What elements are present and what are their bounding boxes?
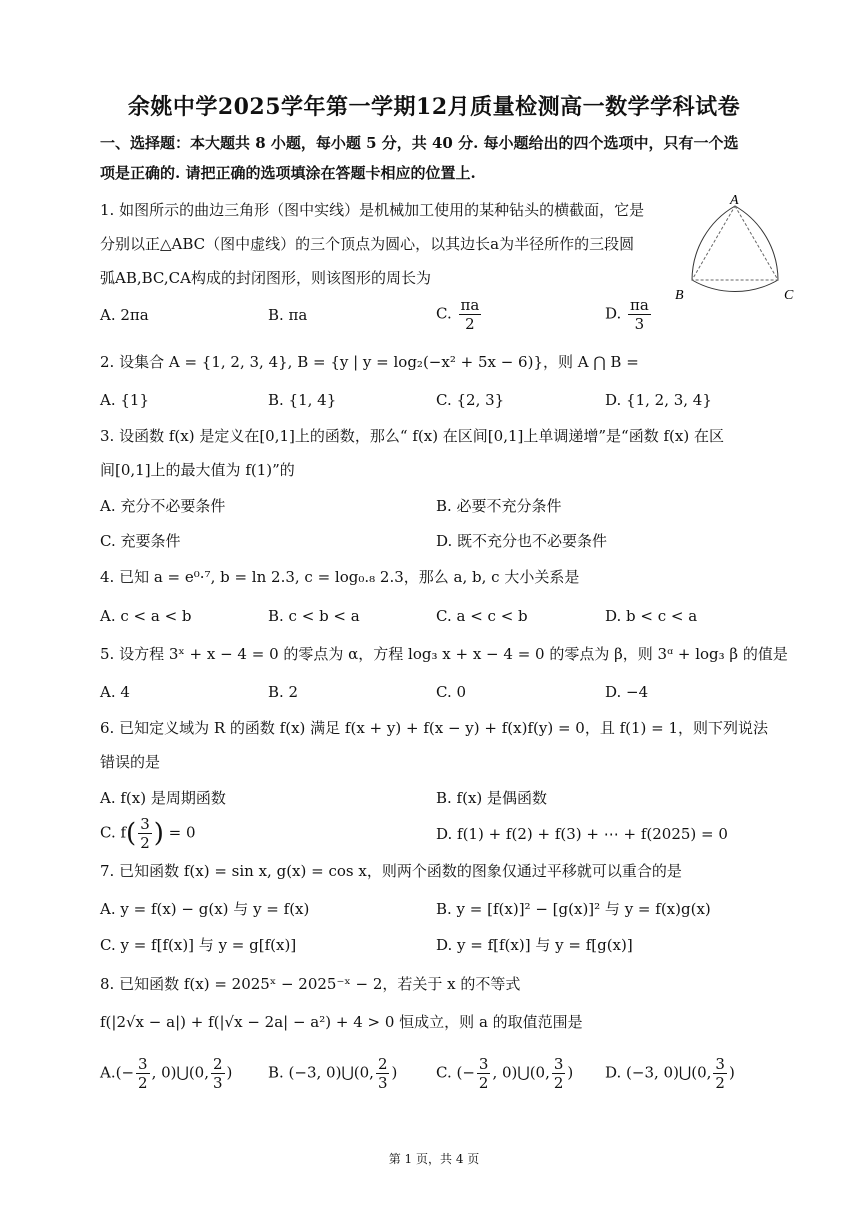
q6-c-pre: C. f (100, 823, 127, 842)
q1-d-num: πa (630, 296, 649, 314)
section-heading-line2: 项是正确的. 请把正确的选项填涂在答题卡相应的位置上. (100, 164, 476, 182)
q8-a-d2: 3 (212, 1074, 223, 1092)
q8-b-frac (376, 1055, 390, 1092)
q3-option-b: B. 必要不充分条件 (436, 497, 562, 515)
q8-a-n1: 3 (138, 1055, 148, 1073)
q6-option-d: D. f(1) + f(2) + f(3) + ⋯ + f(2025) = 0 (436, 825, 728, 843)
q8-c-frac2 (552, 1055, 566, 1092)
q6-option-b: B. f(x) 是偶函数 (436, 789, 548, 807)
q6-c-den: 2 (140, 834, 150, 852)
q6-option-a: A. f(x) 是周期函数 (100, 789, 226, 807)
q4-option-a: A. c < a < b (100, 607, 192, 625)
q1-option-d-fraction (628, 296, 651, 333)
arc-bc (692, 280, 778, 292)
q8-d-d: 2 (715, 1074, 725, 1092)
figure-label-a: A (730, 193, 739, 208)
q8-c-d1: 2 (478, 1074, 489, 1092)
q8-b-pre: B. (−3, 0)⋃(0, (268, 1063, 374, 1082)
q8-d-frac (713, 1055, 727, 1092)
reuleaux-triangle-figure (675, 192, 800, 303)
q1-c-num: πa (460, 296, 480, 314)
q8-a-d1: 2 (138, 1074, 148, 1092)
q1-line3: 弧AB,BC,CA构成的封闭图形，则该图形的周长为 (100, 269, 431, 287)
q1-option-a: A. 2πa (100, 306, 149, 324)
q6-c-lparen: ( (126, 818, 137, 849)
q6-c-num: 3 (140, 815, 150, 833)
q8-a-post: ) (226, 1063, 233, 1082)
q7-option-a: A. y = f(x) − g(x) 与 y = f(x) (100, 900, 310, 918)
q8-c-pre: C. (− (436, 1063, 475, 1082)
q6-line2: 错误的是 (100, 753, 161, 771)
q2-option-a: A. {1} (100, 391, 149, 409)
q1-option-b: B. πa (268, 306, 308, 324)
q3-option-d: D. 既不充分也不必要条件 (436, 532, 608, 550)
q8-option-a (100, 1055, 232, 1092)
q2-option-b: B. {1, 4} (268, 391, 337, 409)
q8-line2: f(|2√x − a|) + f(|√x − 2a| − a²) + 4 > 0 恒成立，则 a 的取值范围是 (100, 1013, 583, 1031)
q8-a-frac1 (136, 1055, 150, 1092)
q5-line1: 5. 设方程 3ˣ + x − 4 = 0 的零点为 α，方程 log₃ x + x − 4 = 0 的零点为 β，则 3ᵅ + log₃ β 的值是 (100, 645, 788, 663)
q8-c-post: ) (567, 1063, 574, 1082)
figure-label-b: B (675, 288, 684, 303)
q1-option-c-label: C. (436, 304, 452, 323)
q8-c-n1: 3 (478, 1055, 489, 1073)
q8-a-pre: A.(− (100, 1063, 135, 1082)
q8-b-d: 3 (377, 1074, 388, 1092)
q1-option-c (436, 296, 483, 333)
q1-c-den: 2 (465, 315, 475, 333)
q5-option-a: A. 4 (100, 683, 130, 701)
q7-option-d: D. y = f[f(x)] 与 y = f[g(x)] (436, 936, 633, 954)
q8-d-post: ) (728, 1063, 735, 1082)
q4-option-d: D. b < c < a (605, 607, 698, 625)
q6-c-post: = 0 (168, 823, 196, 842)
q1-option-d-label: D. (605, 304, 622, 323)
q8-a-frac2 (211, 1055, 225, 1092)
q8-c-mid: , 0)⋃(0, (492, 1063, 550, 1082)
arc-ab (692, 206, 735, 280)
q5-option-c: C. 0 (436, 683, 467, 701)
q5-option-d: D. −4 (605, 683, 649, 701)
q3-option-c: C. 充要条件 (100, 532, 181, 550)
q5-option-b: B. 2 (268, 683, 299, 701)
q2-option-d: D. {1, 2, 3, 4} (605, 391, 712, 409)
q2-option-c: C. {2, 3} (436, 391, 505, 409)
figure-label-c: C (784, 288, 794, 303)
q1-d-den: 3 (634, 315, 645, 333)
q4-line1: 4. 已知 a = e⁰·⁷, b = ln 2.3, c = log₀.₈ 2.3，那么 a, b, c 大小关系是 (100, 568, 580, 586)
q8-d-pre: D. (−3, 0)⋃(0, (605, 1063, 712, 1082)
q8-d-n: 3 (715, 1055, 725, 1073)
q1-line2: 分别以正△ABC（图中虚线）的三个顶点为圆心，以其边长a为半径所作的三段圆 (100, 235, 635, 253)
q1-option-c-fraction (459, 296, 482, 333)
q8-option-b (268, 1055, 397, 1092)
q6-c-fraction (138, 815, 152, 852)
q3-line2: 间[0,1]上的最大值为 f(1)”的 (100, 461, 295, 479)
q6-line1: 6. 已知定义域为 R 的函数 f(x) 满足 f(x + y) + f(x − y) + f(x)f(y) = 0，且 f(1) = 1，则下列说法 (100, 719, 769, 737)
q6-c-rparen: ) (153, 818, 164, 849)
page-footer: 第 1 页，共 4 页 (388, 1152, 480, 1166)
q2-line1: 2. 设集合 A = {1, 2, 3, 4}, B = {y | y = log₂(−x² + 5x − 6)}，则 A ⋂ B = (100, 353, 639, 371)
q8-c-d2: 2 (553, 1074, 564, 1092)
q7-option-b: B. y = [f(x)]² − [g(x)]² 与 y = f(x)g(x) (436, 900, 711, 918)
q7-option-c: C. y = f[f(x)] 与 y = g[f(x)] (100, 936, 297, 954)
dashed-triangle (692, 206, 778, 280)
q8-c-frac1 (477, 1055, 491, 1092)
q7-line1: 7. 已知函数 f(x) = sin x, g(x) = cos x，则两个函数的图象仅通过平移就可以重合的是 (100, 862, 682, 880)
q1-option-d (605, 296, 653, 333)
q3-line1: 3. 设函数 f(x) 是定义在[0,1]上的函数，那么“ f(x) 在区间[0,1]上单调递增”是“函数 f(x) 在区 (100, 427, 724, 445)
q3-option-a: A. 充分不必要条件 (100, 497, 226, 515)
q8-option-c (436, 1055, 573, 1092)
section-heading-line1: 一、选择题：本大题共 8 小题，每小题 5 分，共 40 分. 每小题给出的四个选项中，只有一个选 (100, 134, 739, 152)
q8-option-d (605, 1055, 735, 1092)
q8-a-n2: 2 (212, 1055, 223, 1073)
q4-option-b: B. c < b < a (268, 607, 360, 625)
exam-title: 余姚中学2025学年第一学期12月质量检测高一数学学科试卷 (127, 94, 741, 120)
q8-b-n: 2 (377, 1055, 388, 1073)
q8-c-n2: 3 (553, 1055, 564, 1073)
q8-line1: 8. 已知函数 f(x) = 2025ˣ − 2025⁻ˣ − 2，若关于 x 的不等式 (100, 975, 521, 993)
q4-option-c: C. a < c < b (436, 607, 528, 625)
q6-option-c (100, 815, 196, 852)
q8-a-mid: , 0)⋃(0, (151, 1063, 209, 1082)
q8-b-post: ) (391, 1063, 398, 1082)
q1-line1: 1. 如图所示的曲边三角形（图中实线）是机械加工使用的某种钻头的横截面，它是 (100, 201, 645, 219)
